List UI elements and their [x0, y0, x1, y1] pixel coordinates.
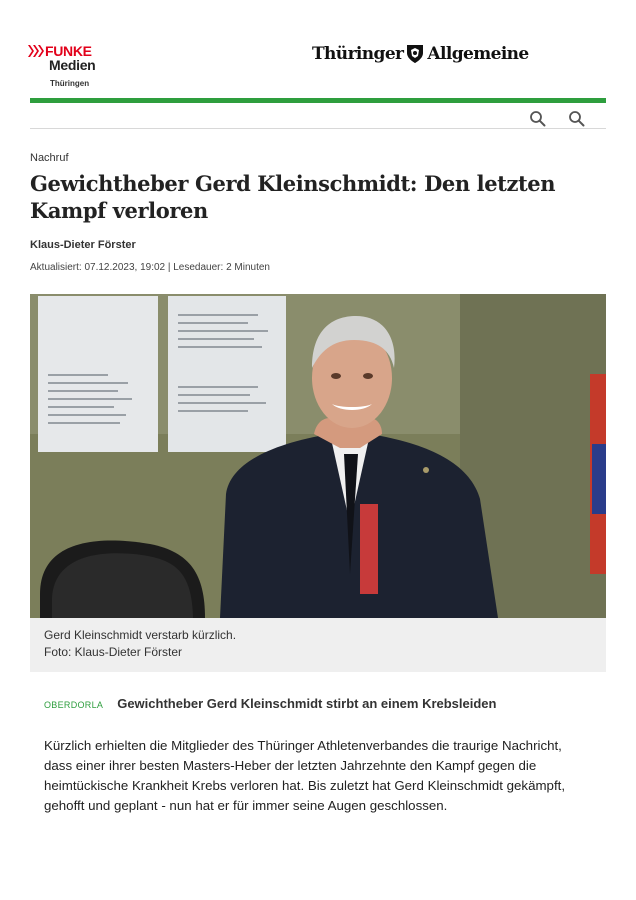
- publisher-region: Thüringen: [50, 79, 90, 88]
- search-icon[interactable]: [568, 110, 586, 128]
- article-meta: Aktualisiert: 07.12.2023, 19:02 | Lesedauer: 2 Minuten: [30, 262, 270, 273]
- teaser-text: Gewichtheber Gerd Kleinschmidt stirbt an einem Krebsleiden: [117, 696, 497, 711]
- funke-chevron-icon: [28, 45, 43, 57]
- site-header: [0, 0, 636, 100]
- header-divider: [30, 128, 606, 129]
- article-title: Gewichtheber Gerd Kleinschmidt: Den letzten Kampf verloren: [30, 171, 556, 223]
- publisher-logo[interactable]: [28, 44, 108, 88]
- teaser-place[interactable]: OBERDORLA: [44, 700, 104, 710]
- article-kicker: Nachruf: [30, 152, 69, 164]
- photo-caption: [30, 618, 606, 672]
- article-teaser: [44, 696, 496, 711]
- article-author[interactable]: Klaus-Dieter Förster: [30, 239, 136, 251]
- article-body: Kürzlich erhielten die Mitglieder des Thüringer Athletenverbandes die traurige Nachricht, dass einer ihrer besten Masters-Heber der letzten Jahrzehnte den Kampf gegen die heimtückische Krankheit Krebs verloren hat. Bis zuletzt hat Gerd Kleinschmidt gekämpft, gehofft und geplant - nun hat er für immer seine Augen geschlossen.: [44, 738, 566, 813]
- article-photo[interactable]: [30, 294, 606, 618]
- publisher-name: FUNKE: [45, 43, 92, 59]
- masthead-left: Thüringer: [312, 44, 404, 64]
- masthead-logo[interactable]: [312, 42, 529, 66]
- masthead-right: Allgemeine: [427, 44, 529, 64]
- caption-text: Gerd Kleinschmidt verstarb kürzlich.: [44, 628, 237, 642]
- search-icon[interactable]: [529, 110, 547, 128]
- crest-icon: [406, 44, 424, 64]
- header-accent-bar: [30, 98, 606, 103]
- publisher-sub: Medien: [49, 57, 96, 73]
- caption-credit: Foto: Klaus-Dieter Förster: [44, 645, 183, 659]
